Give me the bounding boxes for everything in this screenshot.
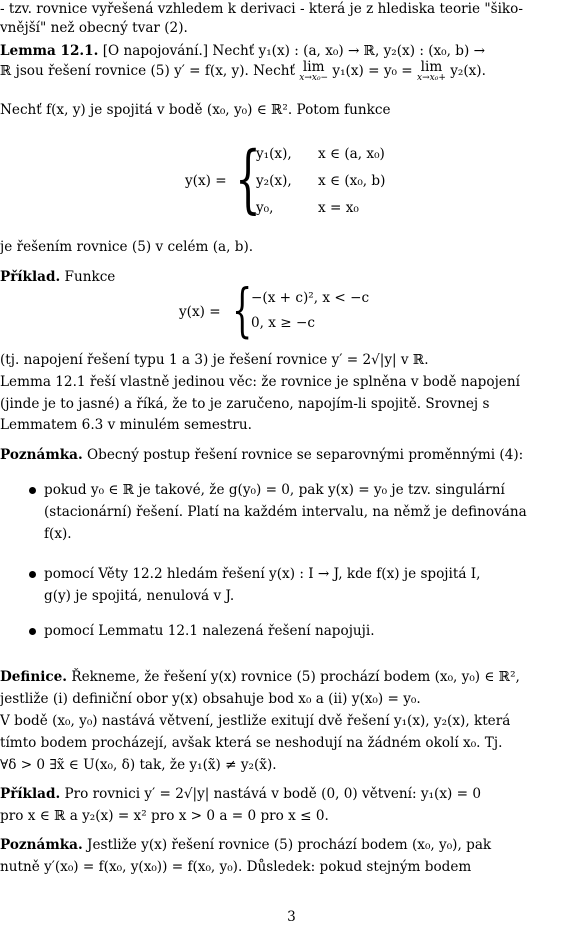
lemma-line: [0, 59, 583, 84]
note-line: [0, 836, 583, 854]
lemma-heading: Lemma 12.1.: [0, 43, 99, 59]
lemma-text: y₁(x) = y₀ =: [332, 63, 413, 79]
case-condition: x ∈ (a, x₀): [318, 146, 385, 162]
text-line: Lemma 12.1 řeší vlastně jedinou věc: že rovnice je splněna v bodě napojení: [0, 374, 520, 390]
lemma-text: ℝ jsou řešení rovnice (5) y′ = f(x, y). Nechť: [0, 63, 295, 79]
list-item-line: g(y) je spojitá, nenulová v J.: [44, 588, 235, 604]
case-condition: x ∈ (x₀, b): [318, 173, 386, 189]
case-value: −(x + c)², x < −c: [251, 290, 370, 306]
cases-lhs: y(x) =: [185, 173, 227, 189]
example-heading: Příklad.: [0, 269, 61, 285]
limit-expression: [417, 59, 446, 84]
note-text: Obecný postup řešení rovnice se separovnými proměnnými (4):: [87, 447, 524, 463]
text-line: V bodě (x₀, y₀) nastává větvení, jestliže exitují dvě řešení y₁(x), y₂(x), která: [0, 713, 511, 729]
text-line: ∀δ > 0 ∃x̃ ∈ U(x₀, δ) tak, že y₁(x̃) ≠ y₂(x̃).: [0, 757, 277, 773]
definition-text: Řekneme, že řešení y(x) rovnice (5) prochází bodem (x₀, y₀) ∈ ℝ²,: [71, 669, 520, 685]
case-condition: x = x₀: [318, 200, 359, 216]
lemma-text: [O napojování.] Nechť y₁(x) : (a, x₀) → ℝ, y₂(x) : (x₀, b) →: [102, 43, 485, 59]
case-value: y₂(x),: [256, 173, 292, 189]
limit-word: lim: [420, 59, 443, 75]
limit-subscript: x→x₀−: [299, 73, 329, 83]
limit-expression: [299, 59, 329, 84]
bullet-icon: [29, 628, 36, 635]
lemma-text: y₂(x).: [450, 63, 486, 79]
note-heading: Poznámka.: [0, 447, 83, 463]
lemma-line: [0, 42, 583, 60]
list-item-line: pomocí Lemmatu 12.1 nalezená řešení napojuji.: [44, 623, 375, 639]
case-value: y₁(x),: [256, 146, 292, 162]
note-heading: Poznámka.: [0, 837, 83, 853]
example-text: Funkce: [64, 269, 116, 285]
left-brace: {: [235, 136, 261, 222]
bullet-icon: [29, 571, 36, 578]
text-line: vnější" než obecný tvar (2).: [0, 20, 188, 36]
case-value: 0, x ≥ −c: [251, 315, 315, 331]
left-brace: {: [232, 276, 253, 344]
text-line: tímto bodem procházejí, avšak která se neshodují na žádném okolí x₀. Tj.: [0, 735, 503, 751]
bullet-icon: [29, 487, 36, 494]
definition-heading: Definice.: [0, 669, 68, 685]
text-line: Nechť f(x, y) je spojitá v bodě (x₀, y₀) ∈ ℝ². Potom funkce: [0, 102, 391, 118]
limit-subscript: x→x₀+: [417, 73, 446, 83]
example-line: [0, 785, 583, 803]
text-line: (tj. napojení řešení typu 1 a 3) je řešení rovnice y′ = 2√|y| v ℝ.: [0, 352, 429, 368]
list-item-line: (stacionární) řešení. Platí na každém intervalu, na němž je definována: [44, 504, 527, 520]
list-item-line: pokud y₀ ∈ ℝ je takové, že g(y₀) = 0, pak y(x) = y₀ je tzv. singulární: [44, 482, 505, 498]
page-number: 3: [287, 909, 296, 925]
text-line: Lemmatem 6.3 v minulém semestru.: [0, 417, 252, 433]
list-item-line: pomocí Věty 12.2 hledám řešení y(x) : I → J, kde f(x) je spojitá I,: [44, 566, 481, 582]
text-line: nutně y′(x₀) = f(x₀, y(x₀)) = f(x₀, y₀). Důsledek: pokud stejným bodem: [0, 859, 472, 875]
case-value: y₀,: [256, 200, 274, 216]
note-text: Jestliže y(x) řešení rovnice (5) prochází bodem (x₀, y₀), pak: [87, 837, 492, 853]
example-text: Pro rovnici y′ = 2√|y| nastává v bodě (0, 0) větvení: y₁(x) = 0: [64, 786, 482, 802]
list-item-line: f(x).: [44, 526, 72, 542]
definition-line: [0, 668, 583, 686]
example-line: [0, 268, 583, 286]
text-line: je řešením rovnice (5) v celém (a, b).: [0, 239, 254, 255]
text-line: (jinde je to jasné) a říká, že to je zaručeno, napojím-li spojitě. Srovnej s: [0, 396, 490, 412]
limit-word: lim: [302, 59, 325, 75]
example-heading: Příklad.: [0, 786, 61, 802]
cases-lhs: y(x) =: [179, 304, 221, 320]
note-line: [0, 446, 583, 464]
text-line: - tzv. rovnice vyřešená vzhledem k derivaci - která je z hlediska teorie "šiko-: [0, 1, 523, 17]
text-line: pro x ∈ ℝ a y₂(x) = x² pro x > 0 a = 0 pro x ≤ 0.: [0, 808, 329, 824]
text-line: jestliže (i) definiční obor y(x) obsahuje bod x₀ a (ii) y(x₀) = y₀.: [0, 691, 421, 707]
